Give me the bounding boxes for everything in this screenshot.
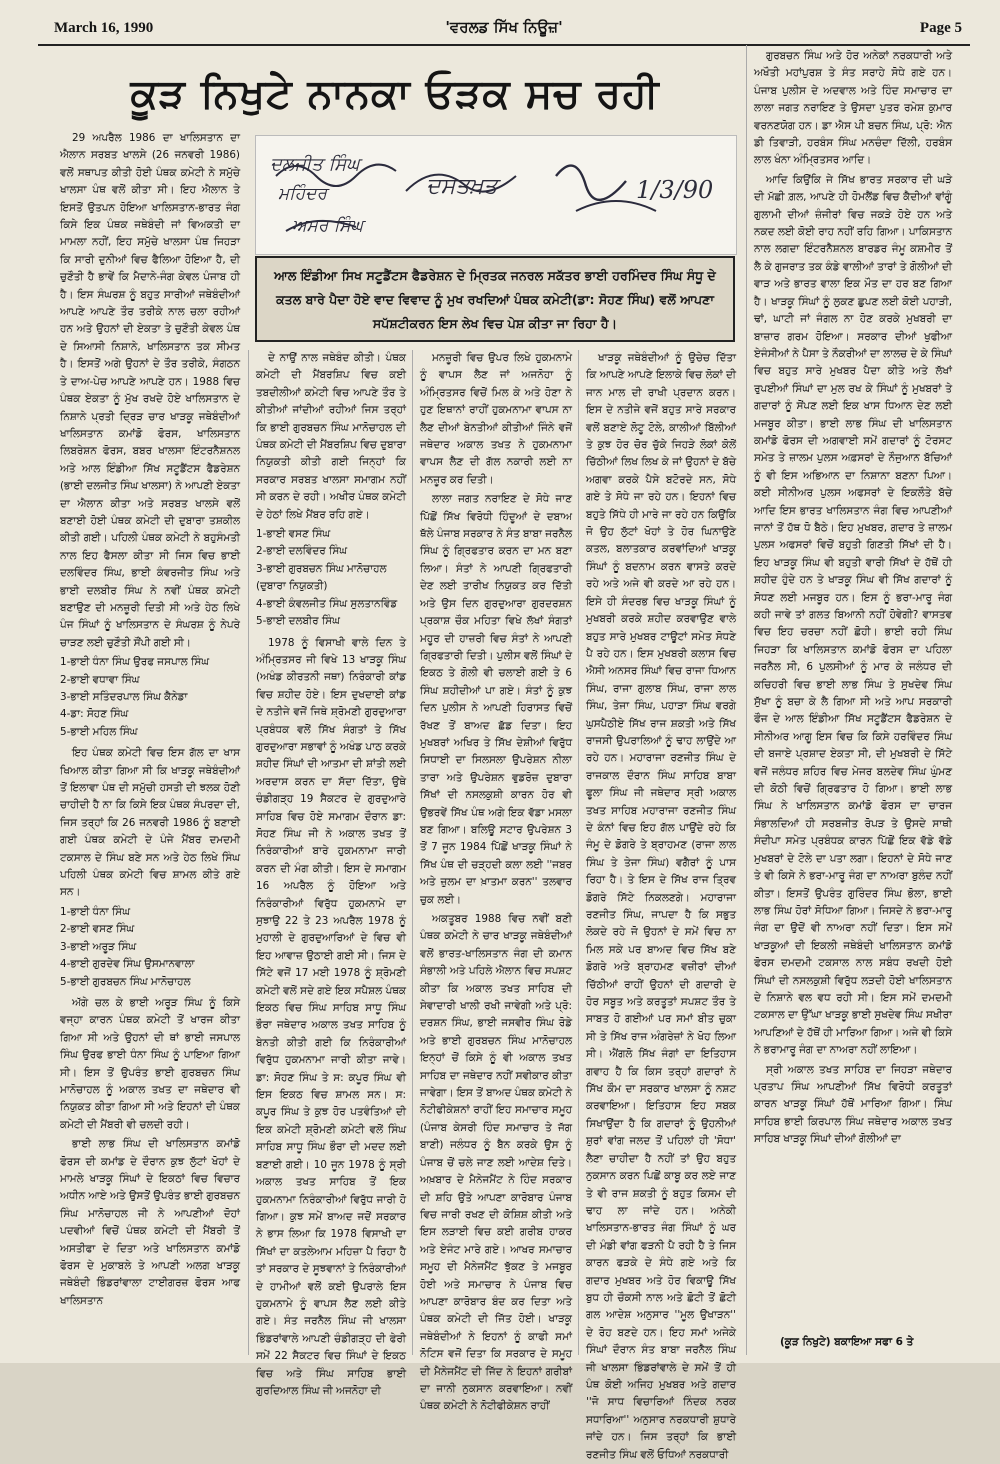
column-divider xyxy=(746,45,747,1355)
list-item: 2-ਭਾਈ ਦਲਵਿੰਦਰ ਸਿੰਘ xyxy=(256,545,348,558)
signature-4: ਦਸਤਖ਼ਤ xyxy=(426,174,498,199)
list-item: 1-ਭਾਈ ਧੰਨਾ ਸਿੰਘ xyxy=(60,905,130,918)
paragraph: ਇਹ ਪੰਥਕ ਕਮੇਟੀ ਵਿਚ ਇਸ ਗੱਲ ਦਾ ਖਾਸ ਖਿਆਲ ਕੀਤਾ ਗਿਆ ਸੀ ਕਿ ਖਾੜਕੂ ਜਥੇਬੰਦੀਆਂ ਤੋਂ ਇਲਾਵਾ ਪੰਥ ਦੀ ਸਮੁੱਚੀ ਹਸਤੀ ਦੀ ਝਲਕ ਹੋਣੀ ਚਾਹੀਦੀ ਹੈ ਨਾ ਕਿ ਕਿਸੇ ਇਕ ਪੰਥਕ ਸੰਪਰਦਾ ਦੀ, ਜਿਸ ਤਰ੍ਹਾਂ ਕਿ 26 ਜਨਵਰੀ 1986 ਨੂੰ ਬਣਾਈ ਗਈ ਪੰਥਕ ਕਮੇਟੀ ਦੇ ਪੰਜੇ ਮੈਂਬਰ ਦਮਦਮੀ ਟਕਸਾਲ ਦੇ ਸਿੰਘ ਬਣੇ ਸਨ ਅਤੇ ਹੇਠ ਲਿਖੇ ਸਿੰਘ ਪਹਿਲੀ ਪੰਥਕ ਕਮੇਟੀ ਵਿਚ ਸ਼ਾਮਲ ਕੀਤੇ ਗਏ ਸਨ। xyxy=(60,747,240,899)
issue-date: March 16, 1990 xyxy=(54,20,154,36)
list-item: 1-ਭਾਈ ਵਸਣ ਸਿੰਘ xyxy=(256,528,331,541)
paragraph: ਗੁਰਬਚਨ ਸਿੰਘ ਅਤੇ ਹੋਰ ਅਨੇਕਾਂ ਨਰਕਧਾਰੀ ਅਤੇ ਅਖੌਤੀ ਮਹਾਂਪੁਰਸ਼ ਤੇ ਸੰਤ ਸਰਾਹੇ ਸੋਧੇ ਗਏ ਹਨ। ਪੰਜਾਬ ਪੁਲੀਸ ਦੇ ਅਦਵਾਲ ਅਤੇ ਹਿੰਦ ਸਮਾਚਾਰ ਦਾ ਲਾਲਾ ਜਗਤ ਨਰਾਇਣ ਤੇ ਉਸਦਾ ਪੁਤਰ ਰਮੇਸ਼ ਕੁਮਾਰ ਵਰਨਣਯੋਗ ਹਨ। ਡਾ ਐਸ ਪੀ ਬਚਨ ਸਿੰਘ, ਪ੍ਰੋ: ਐਨ ਡੀ ਤਿਵਾੜੀ, ਹਰਬੰਸ ਸਿੰਘ ਮਨਚੰਦਾ ਦਿੱਲੀ, ਹਰਬੰਸ ਲਾਲ ਖੰਨਾ ਅੰਮ੍ਰਿਤਸਰ ਆਦਿ। xyxy=(754,50,952,167)
column-divider xyxy=(578,350,579,1355)
paragraph: 1978 ਨੂੰ ਵਿਸਾਖੀ ਵਾਲੇ ਦਿਨ ਤੇ ਅੰਮ੍ਰਿਤਸਰ ਜੀ ਵਿਖੇ 13 ਖਾੜਕੂ ਸਿੰਘ (ਅਖੰਡ ਕੀਰਤਨੀ ਜਥਾ) ਨਿਰੰਕਾਰੀ ਕਾਂਡ ਵਿਚ ਸ਼ਹੀਦ ਹੋਏ। ਇਸ ਦੁਖਦਾਈ ਕਾਂਡ ਦੇ ਨਤੀਜੇ ਵਜੋਂ ਜਿਥੇ ਸ਼੍ਰੋਮਣੀ ਗੁਰਦੁਆਰਾ ਪ੍ਰਬੰਧਕ ਵਲੋਂ ਸਿੱਖ ਸੰਗਤਾਂ ਤੇ ਸਿੱਖ ਗੁਰਦੁਆਰਾ ਸਭਾਵਾਂ ਨੂੰ ਅਖੰਡ ਪਾਠ ਕਰਕੇ ਸ਼ਹੀਦ ਸਿੰਘਾਂ ਦੀ ਆਤਮਾ ਦੀ ਸ਼ਾਂਤੀ ਲਈ ਅਰਦਾਸ ਕਰਨ ਦਾ ਸੱਦਾ ਦਿੱਤਾ, ਉਥੇ ਚੰਡੀਗੜ੍ਹ 19 ਸੈਕਟਰ ਦੇ ਗੁਰਦੁਆਰੇ ਸਾਹਿਬ ਵਿਚ ਹੋਏ ਸਮਾਗਮ ਦੌਰਾਨ ਡਾ: ਸੋਹਣ ਸਿੰਘ ਜੀ ਨੇ ਅਕਾਲ ਤਖਤ ਤੋਂ ਨਿਰੰਕਾਰੀਆਂ ਬਾਰੇ ਹੁਕਮਨਾਮਾ ਜਾਰੀ ਕਰਨ ਦੀ ਮੰਗ ਕੀਤੀ। ਇਸ ਦੇ ਸਮਾਗਮ 16 ਅਪਰੈਲ ਨੂੰ ਹੋਇਆ ਅਤੇ ਨਿਰੰਕਾਰੀਆਂ ਵਿਰੁੱਧ ਹੁਕਮਨਾਮੇ ਦਾ ਸੁਝਾਉ 22 ਤੇ 23 ਅਪਰੈਲ 1978 ਨੂੰ ਮੁਹਾਲੀ ਦੇ ਗੁਰਦੁਆਰਿਆਂ ਦੇ ਵਿਚ ਵੀ ਇਹ ਆਵਾਜ਼ ਉਠਾਈ ਗਈ ਸੀ। ਜਿਸ ਦੇ ਸਿੱਟੇ ਵਜੋਂ 17 ਮਈ 1978 ਨੂੰ ਸ਼੍ਰੋਮਣੀ ਕਮੇਟੀ ਵਲੋਂ ਸਦੇ ਗਏ ਇਕ ਸਪੈਸ਼ਲ ਪੰਥਕ ਇਕਠ ਵਿਚ ਸਿੰਘ ਸਾਹਿਬ ਸਾਧੂ ਸਿੰਘ ਭੌਰਾ ਜਥੇਦਾਰ ਅਕਾਲ ਤਖਤ ਸਾਹਿਬ ਨੂੰ ਬੇਨਤੀ ਕੀਤੀ ਗਈ ਕਿ ਨਿਰੰਕਾਰੀਆਂ ਵਿਰੁੱਧ ਹੁਕਮਨਾਮਾ ਜਾਰੀ ਕੀਤਾ ਜਾਵੇ। ਡਾ: ਸੋਹਣ ਸਿੰਘ ਤੇ ਸ: ਕਪੂਰ ਸਿੰਘ ਵੀ ਇਸ ਇਕਠ ਵਿਚ ਸ਼ਾਮਲ ਸਨ। ਸ: ਕਪੂਰ ਸਿੰਘ ਤੇ ਕੁਝ ਹੋਰ ਪਤਵੰਤਿਆਂ ਦੀ ਇਕ ਕਮੇਟੀ ਸ਼੍ਰੋਮਣੀ ਕਮੇਟੀ ਵਲੋਂ ਸਿੰਘ ਸਾਹਿਬ ਸਾਧੂ ਸਿੰਘ ਭੌਰਾ ਦੀ ਮਦਦ ਲਈ ਬਣਾਈ ਗਈ। 10 ਜੂਨ 1978 ਨੂੰ ਸ੍ਰੀ ਅਕਾਲ ਤਖਤ ਸਾਹਿਬ ਤੋਂ ਇਕ ਹੁਕਮਨਾਮਾ ਨਿਰੰਕਾਰੀਆਂ ਵਿਰੁੱਧ ਜਾਰੀ ਹੋ ਗਿਆ। ਕੁਝ ਸਮੇਂ ਬਾਅਦ ਜਦੋਂ ਸਰਕਾਰ ਨੇ ਭਾਸ ਲਿਆ ਕਿ 1978 ਵਿਸਾਖੀ ਦਾ ਸਿੱਖਾਂ ਦਾ ਕਤਲੇਆਮ ਮਹਿਜ਼ਾ ਪੈ ਰਿਹਾ ਹੈ ਤਾਂ ਸਰਕਾਰ ਦੇ ਸੂਝਵਾਨਾਂ ਤੇ ਨਿਰੰਕਾਰੀਆਂ ਦੇ ਹਾਮੀਆਂ ਵਲੋਂ ਕਈ ਉਪਰਾਲੇ ਇਸ ਹੁਕਮਨਾਮੇ ਨੂੰ ਵਾਪਸ ਲੈਣ ਲਈ ਕੀਤੇ ਗਏ। ਸੰਤ ਜਰਨੈਲ ਸਿੰਘ ਜੀ ਖਾਲਸਾ ਭਿੰਡਰਾਂਵਾਲੇ ਆਪਣੀ ਚੰਡੀਗੜ੍ਹ ਦੀ ਫੇਰੀ ਸਮੇਂ 22 ਸੈਕਟਰ ਵਿਚ ਸਿੰਘਾਂ ਦੇ ਇਕਠ ਵਿਚ ਅਤੇ ਸਿੰਘ ਸਾਹਿਬ ਭਾਈ ਗੁਰਦਿਆਲ ਸਿੰਘ ਜੀ ਅਜਨੋਹਾ ਦੀ xyxy=(256,636,406,1397)
list-item: 3-ਭਾਈ ਗੁਰਬਚਨ ਸਿੰਘ ਮਾਨੋਚਾਹਲ xyxy=(256,562,387,575)
list-item: 2-ਭਾਈ ਵਸਣ ਸਿੰਘ xyxy=(60,923,135,936)
newspaper-title: 'ਵਰਲਡ ਸਿੱਖ ਨਿਊਜ਼' xyxy=(445,18,563,36)
paragraph: ਆਦਿ ਕਿਉਂਕਿ ਜੇ ਸਿੱਖ ਭਾਰਤ ਸਰਕਾਰ ਦੀ ਘੜੇ ਦੀ ਮੱਛੀ ਗ਼ਲ, ਆਪਣੇ ਹੀ ਹੋਮਲੈਂਡ ਵਿਚ ਕੈਦੀਆਂ ਵਾਂਗੂੰ ਗੁਲਾਮੀ ਦੀਆਂ ਜ਼ੰਜੀਰਾਂ ਵਿਚ ਜਕੜੇ ਹੋਏ ਹਨ ਅਤੇ ਨਕਦ ਲਈ ਕੋਈ ਰਾਹ ਨਹੀਂ ਰਹਿ ਗਿਆ। ਪਾਕਿਸਤਾਨ ਨਾਲ ਲਗਦਾ ਇੰਟਰਨੈਸ਼ਨਲ ਬਾਰਡਰ ਜੰਮੂ ਕਸ਼ਮੀਰ ਤੋਂ ਲੈ ਕੇ ਗੁਜਰਾਤ ਤਕ ਕੰਡੇ ਵਾਲੀਆਂ ਤਾਰਾਂ ਤੇ ਗੋਲੀਆਂ ਦੀ ਵਾੜ ਅਤੇ ਭਾਰਤ ਵਾਲਾ ਇਕ ਮੌਤ ਦਾ ਹਰ ਬਣ ਗਿਆ ਹੈ। ਖਾੜਕੂ ਸਿੰਘਾਂ ਨੂੰ ਲੁਕਣ ਛੁਪਣ ਲਈ ਕੋਈ ਪਹਾੜੀ, ਢਾਂ, ਘਾਟੀ ਜਾਂ ਜੰਗਲ ਨਾ ਹੋਣ ਕਰਕੇ ਮੁਖਬਰੀ ਦਾ ਬਾਜ਼ਾਰ ਗਰਮ ਹੋਇਆ। ਸਰਕਾਰ ਦੀਆਂ ਖੁਫੀਆ ਏਜੰਸੀਆਂ ਨੇ ਪੈਸਾ ਤੇ ਨੌਕਰੀਆਂ ਦਾ ਲਾਲਚ ਦੇ ਕੇ ਸਿੰਘਾਂ ਵਿਚ ਬਹੁਤ ਸਾਰੇ ਮੁਖਬਰ ਪੈਦਾ ਕੀਤੇ ਅਤੇ ਲੱਖਾਂ ਰੁਪਈਆਂ ਸਿੰਘਾਂ ਦਾ ਮੁਲ ਰਖ ਕੇ ਸਿੰਘਾਂ ਨੂੰ ਮੁਖਬਰਾਂ ਤੇ ਗਦਾਰਾਂ ਨੂੰ ਸੋਂਪਣ ਲਈ ਇਕ ਖਾਸ ਧਿਆਨ ਦੇਣ ਲਈ ਮਜਬੂਰ ਕੀਤਾ। ਭਾਈ ਲਾਭ ਸਿੰਘ ਦੀ ਖਾਲਿਸਤਾਨ ਕਮਾਂਡੋ ਫੋਰਸ ਦੀ ਅਗਵਾਈ ਸਮੇਂ ਗਦਾਰਾਂ ਨੂੰ ਟੋਰਸਟ ਸਮੇਤ ਤੇ ਜ਼ਾਲਮ ਪੁਲਸ ਅਫ਼ਸਰਾਂ ਦੇ ਨੌਜੁਆਨ ਬੱਚਿਆਂ ਨੂੰ ਵੀ ਇਸ ਅਭਿਆਨ ਦਾ ਨਿਸ਼ਾਨਾ ਬਣਨਾ ਪਿਆ। ਕਈ ਸੀਨੀਅਰ ਪੁਲਸ ਅਫਸਰਾਂ ਦੇ ਇਕਲੌਤੇ ਬੱਚੇ ਆਦਿ ਇਸ ਭਾਰਤ ਖਾਲਿਸਤਾਨ ਜੰਗ ਵਿਚ ਆਪਣੀਆਂ ਜਾਨਾਂ ਤੋਂ ਹੱਥ ਧੋ ਬੈਠੇ। ਇਹ ਮੁਖਬਰ, ਗਦਾਰ ਤੇ ਜ਼ਾਲਮ ਪੁਲਸ ਅਫਸਰਾਂ ਵਿਚੋਂ ਬਹੁਤੀ ਗਿਣਤੀ ਸਿੱਖਾਂ ਦੀ ਹੈ। ਇਹ ਖਾੜਕੂ ਸਿੰਘ ਵੀ ਬਹੁਤੀ ਵਾਰੀ ਸਿੱਖਾਂ ਦੇ ਹੱਥੋਂ ਹੀ ਸ਼ਹੀਦ ਹੁੰਦੇ ਹਨ ਤੇ ਖਾੜਕੂ ਸਿੰਘ ਵੀ ਸਿੱਖ ਗਦਾਰਾਂ ਨੂੰ ਸੋਧਣ ਲਈ ਮਜਬੂਰ ਹਨ। ਇਸ ਨੂੰ ਭਰਾ-ਮਾਰੂ ਜੰਗ ਕਹੀ ਜਾਵੇ ਤਾਂ ਗਲਤ ਬਿਆਨੀ ਨਹੀਂ ਹੋਵੇਗੀ? ਵਾਸਤਵ ਵਿਚ ਇਹ ਚਰਚਾ ਨਹੀਂ ਛੋਹੀ। ਭਾਈ ਰਹੀ ਸਿੰਘ ਜਿਹੜਾ ਕਿ ਖਾਲਿਸਤਾਨ ਕਮਾਂਡੋ ਫੋਰਸ ਦਾ ਪਹਿਲਾ ਜਰਨੈਲ ਸੀ, 6 ਪੁਲਸੀਆਂ ਨੂੰ ਮਾਰ ਕੇ ਜਲੰਧਰ ਦੀ ਕਚਿਹਰੀ ਵਿਚ ਭਾਈ ਲਾਭ ਸਿੰਘ ਤੇ ਸੁਖਦੇਵ ਸਿੰਘ ਸੁੱਖਾ ਨੂੰ ਬਚਾ ਕੇ ਲੈ ਗਿਆ ਸੀ ਅਤੇ ਆਪ ਸਰਕਾਰੀ ਫੌਜ ਦੇ ਆਲ ਇੰਡੀਆ ਸਿੱਖ ਸਟੂਡੈਂਟਸ ਫੈਡਰੇਸ਼ਨ ਦੇ ਸੀਨੀਅਰ ਆਗੂ ਇਸ ਵਿਚ ਕਿ ਕਿਸੇ ਹਰਵਿੰਦਰ ਸਿੰਘ ਦੀ ਬਜਾਏ ਪ੍ਰਸ਼ਾਦ ਏਕਤਾ ਸੀ, ਦੀ ਮੁਖਬਰੀ ਦੇ ਸਿੱਟੇ ਵਜੋਂ ਜਲੰਧਰ ਸ਼ਹਿਰ ਵਿਚ ਮੇਜਰ ਬਲਦੇਵ ਸਿੰਘ ਘੁੰਮਣ ਦੀ ਕੋਠੀ ਵਿਚੋਂ ਗ੍ਰਿਫਤਾਰ ਹੋ ਗਿਆ। ਭਾਈ ਲਾਭ ਸਿੰਘ ਨੇ ਖਾਲਿਸਤਾਨ ਕਮਾਂਡੋ ਫੋਰਸ ਦਾ ਚਾਰਜ ਸੰਭਾਲਦਿਆਂ ਹੀ ਸਰਬਜੀਤ ਰੋਪੜ ਤੇ ਉਸਦੇ ਸਾਥੀ ਸੰਦੀਪਾ ਸਮੇਤ ਪ੍ਰਬੰਧਕ ਕਾਰਨ ਪਿੱਛੋਂ ਇਕ ਵੱਡੇ ਵੱਡੇ ਮੁਖਬਰਾਂ ਦੇ ਟੋਲੇ ਦਾ ਪਤਾ ਲਗਾ। ਇਹਨਾਂ ਦੇ ਸੋਧੇ ਜਾਣ ਤੇ ਵੀ ਕਿਸੇ ਨੇ ਭਰਾ-ਮਾਰੂ ਜੰਗ ਦਾ ਨਾਅਰਾ ਬੁਲੰਦ ਨਹੀਂ ਕੀਤਾ। ਇਸਤੋਂ ਉਪਰੰਤ ਗੁਰਿੰਦਰ ਸਿੰਘ ਭੋਲਾ, ਭਾਈ ਲਾਭ ਸਿੰਘ ਹੋਰਾਂ ਸੋਧਿਆ ਗਿਆ। ਜਿਸਦੇ ਨੇ ਭਰਾ-ਮਾਰੂ ਜੰਗ ਦਾ ਉਦੋਂ ਵੀ ਨਾਅਰਾ ਨਹੀਂ ਦਿਤਾ। ਇਸ ਸਮੇਂ ਖਾੜਕੂਆਂ ਦੀ ਇਕਲੀ ਜਥੇਬੰਦੀ ਖਾਲਿਸਤਾਨ ਕਮਾਂਡੋ ਫੋਰਸ ਦਮਦਮੀ ਟਕਸਾਲ ਨਾਲ ਸਬੰਧ ਰਖਦੀ ਹੋਈ ਸਿੰਘਾਂ ਦੀ ਨਸਲਕੁਸ਼ੀ ਵਿਰੁੱਧ ਲੜਦੀ ਹੋਈ ਖਾਲਿਸਤਾਨ ਦੇ ਨਿਸ਼ਾਨੇ ਵਲ ਵਧ ਰਹੀ ਸੀ। ਇਸ ਸਮੇਂ ਦਮਦਮੀ ਟਕਸਾਲ ਦਾ ਉੱਘਾ ਖਾੜਕੂ ਭਾਈ ਸੁਖਦੇਵ ਸਿੰਘ ਸਖੀਰਾ ਆਪਣਿਆਂ ਦੇ ਹੱਥੋਂ ਹੀ ਮਾਰਿਆ ਗਿਆ। ਅਜੇ ਵੀ ਕਿਸੇ ਨੇ ਭਰਾਮਾਰੂ ਜੰਗ ਦਾ ਨਾਅਰਾ ਨਹੀਂ ਲਾਇਆ। xyxy=(754,173,952,1057)
column-4 xyxy=(586,350,736,1461)
list-item: 3-ਭਾਈ ਸਤਿੰਦਰਪਾਲ ਸਿੰਘ ਕੈਨੇਡਾ xyxy=(60,691,188,703)
paragraph: ਮਨਜ਼ੂਰੀ ਵਿਚ ਉਪਰ ਲਿਖੇ ਹੁਕਮਨਾਮੇ ਨੂੰ ਵਾਪਸ ਲੈਣ ਜਾਂ ਅਜਨੋਹਾ ਨੂੰ ਅੰਮ੍ਰਿਤਸਰ ਵਿਚੋਂ ਮਿਲ ਕੇ ਅਤੇ ਹੋਣਾ ਨੇ ਹੁਣ ਇਥਾਨਾਂ ਰਾਹੀਂ ਹੁਕਮਨਾਮਾ ਵਾਪਸ ਨਾ ਲੈਣ ਦੀਆਂ ਬੇਨਤੀਆਂ ਕੀਤੀਆਂ ਜਿੰਨੇ ਵਜੋਂ ਜਥੇਦਾਰ ਅਕਾਲ ਤਖਤ ਨੇ ਹੁਕਮਨਾਮਾ ਵਾਪਸ ਲੈਣ ਦੀ ਗੱਲ ਨਕਾਰੀ ਲਈ ਨਾ ਮਨਜ਼ੂਰ ਕਰ ਦਿਤੀ। xyxy=(420,352,572,486)
list-item: 4-ਭਾਈ ਗੁਰਦੇਵ ਸਿੰਘ ਉਸਮਾਨਵਾਲਾ xyxy=(60,958,195,971)
list-item: 5-ਭਾਈ ਦਲਬੀਰ ਸਿੰਘ xyxy=(256,615,340,628)
page-number: Page 5 xyxy=(919,20,962,36)
column-divider xyxy=(248,350,249,1355)
paragraph: ਖਾੜਕੂ ਜਥੇਬੰਦੀਆਂ ਨੂੰ ਉਚੇਚ ਦਿੱਤਾ ਕਿ ਆਪਣੇ ਆਪਣੇ ਇਲਾਕੇ ਵਿਚ ਲੋਕਾਂ ਦੀ ਜਾਨ ਮਾਲ ਦੀ ਰਾਖੀ ਪ੍ਰਦਾਨ ਕਰਨ। ਇਸ ਦੇ ਨਤੀਜੇ ਵਜੋਂ ਬਹੁਤ ਸਾਰੇ ਸਰਕਾਰ ਵਲੋਂ ਬਣਾਏ ਲੋਟੂ ਟੋਲੇ, ਕਾਲੀਆਂ ਬਿੱਲੀਆਂ ਤੇ ਕੁਝ ਹੋਰ ਚੋਰ ਚੁੱਕੇ ਜਿਹੜੇ ਲੋਕਾਂ ਕੋਲੋਂ ਚਿੱਠੀਆਂ ਲਿਖ ਲਿਖ ਕੇ ਜਾਂ ਉਹਨਾਂ ਦੇ ਬੱਚੇ ਅਗਵਾ ਕਰਕੇ ਪੈਸੇ ਬਟੋਰਦੇ ਸਨ, ਸੋਧੇ ਗਏ ਤੇ ਸੋਧੇ ਜਾ ਰਹੇ ਹਨ। ਇਹਨਾਂ ਵਿਚ ਬਹੁਤੇ ਸਿੱਧੇ ਹੀ ਮਾਰੇ ਜਾ ਰਹੇ ਹਨ ਕਿਉਂਕਿ ਜੋ ਉਹ ਲੁੱਟਾਂ ਖੋਹਾਂ ਤੇ ਹੋਰ ਘਿਨਾਉਣੇ ਕਤਲ, ਬਲਾਤਕਾਰ ਕਰਵਾਂਦਿਆਂ ਖਾੜਕੂ ਸਿੰਘਾਂ ਨੂੰ ਬਦਨਾਮ ਕਰਨ ਵਾਸਤੇ ਕਰਦੇ ਰਹੇ ਅਤੇ ਅਜੇ ਵੀ ਕਰਦੇ ਆ ਰਹੇ ਹਨ। ਇਸੇ ਹੀ ਸੰਦਰਭ ਵਿਚ ਖਾੜਕੂ ਸਿੰਘਾਂ ਨੂੰ ਮੁਖਬਰੀ ਕਰਕੇ ਸ਼ਹੀਦ ਕਰਵਾਉਣ ਵਾਲੇ ਬਹੁਤ ਸਾਰੇ ਮੁਖਬਰ ਟਾਊਟਾਂ ਸਮੇਤ ਸੋਧਣੇ ਪੈ ਰਹੇ ਹਨ। ਇਸ ਮੁਖਬਰੀ ਕਲਾਸ ਵਿਚ ਐਸੀ ਅਨਸਰ ਸਿੰਘਾਂ ਵਿਚ ਰਾਜਾ ਧਿਆਨ ਸਿੰਘ, ਰਾਜਾ ਗੁਲਾਬ ਸਿੰਘ, ਰਾਜਾ ਲਾਲ ਸਿੰਘ, ਤੇਜਾ ਸਿੰਘ, ਪਹਾੜਾ ਸਿੰਘ ਵਰਗੇ ਘੁਸਪੈਠੀਏ ਸਿੱਖ ਰਾਜ ਸ਼ਕਤੀ ਅਤੇ ਸਿੱਖ ਰਾਜਸੀ ਉਪਰਾਲਿਆਂ ਨੂੰ ਢਾਹ ਲਾਉਂਦੇ ਆ ਰਹੇ ਹਨ। ਮਹਾਰਾਜਾ ਰਣਜੀਤ ਸਿੰਘ ਦੇ ਰਾਜਕਾਲ ਦੌਰਾਨ ਸਿੰਘ ਸਾਹਿਬ ਬਾਬਾ ਫੂਲਾ ਸਿੰਘ ਜੀ ਜਥੇਦਾਰ ਸ੍ਰੀ ਅਕਾਲ ਤਖਤ ਸਾਹਿਬ ਮਹਾਰਾਜਾ ਰਣਜੀਤ ਸਿੰਘ ਦੇ ਕੰਨਾਂ ਵਿਚ ਇਹ ਗੱਲ ਪਾਉਂਦੇ ਰਹੇ ਕਿ ਜੰਮੂ ਦੇ ਡੋਗਰੇ ਤੇ ਬ੍ਰਾਹਮਣ (ਰਾਜਾ ਲਾਲ ਸਿੰਘ ਤੇ ਤੇਜਾ ਸਿੰਘ) ਵਗੈਰਾਂ ਨੂੰ ਪਾਸ ਰਿਹਾ ਹੈ। ਤੇ ਇਸ ਦੇ ਸਿੱਖ ਰਾਜ ਤ੍ਰਿਵ ਡੋਗਰੇ ਸਿੱਟੇ ਨਿਕਲਣਗੇ। ਮਹਾਰਾਜਾ ਰਣਜੀਤ ਸਿੰਘ, ਜਾਪਦਾ ਹੈ ਕਿ ਸਭੁਤ ਲੋਕਦੇ ਰਹੇ ਜੋ ਉਹਨਾਂ ਦੇ ਸਮੇਂ ਵਿਚ ਨਾ ਮਿਲ ਸਕੇ ਪਰ ਬਾਅਦ ਵਿਚ ਸਿੱਖ ਬਣੇ ਡੋਗਰੇ ਅਤੇ ਬ੍ਰਾਹਮਣ ਵਜ਼ੀਰਾਂ ਦੀਆਂ ਚਿੱਠੀਆਂ ਰਾਹੀਂ ਉਹਨਾਂ ਦੀ ਗਦਾਰੀ ਦੇ ਹੋਰ ਸਬੂਤ ਅਤੇ ਕਰਤੂਤਾਂ ਸਪਸ਼ਟ ਤੌਰ ਤੇ ਸਾਬਤ ਹੋ ਗਈਆਂ ਪਰ ਸਮਾਂ ਬੀਤ ਚੁਕਾ ਸੀ ਤੇ ਸਿੱਖ ਰਾਜ ਅੰਗਰੇਜ਼ਾਂ ਨੇ ਖੋਹ ਲਿਆ ਸੀ। ਐਂਗਲੋ ਸਿੱਖ ਜੰਗਾਂ ਦਾ ਇਤਿਹਾਸ ਗਵਾਹ ਹੈ ਕਿ ਕਿਸ ਤਰ੍ਹਾਂ ਗਦਾਰਾਂ ਨੇ ਸਿੱਖ ਕੌਮ ਦਾ ਸਰਕਾਰ ਖਾਲਸਾ ਨੂੰ ਨਸ਼ਟ ਕਰਵਾਇਆ। ਇਤਿਹਾਸ ਇਹ ਸਬਕ ਸਿਖਾਉਂਦਾ ਹੈ ਕਿ ਗਦਾਰਾਂ ਨੂੰ ਉਹਨੀਆਂ ਸ਼ੁਰਾਂ ਵਾਂਗ ਜਲਦ ਤੋਂ ਪਹਿਲਾਂ ਹੀ 'ਸੋਧਾ' ਲੈਣਾ ਚਾਹੀਦਾ ਹੈ ਨਹੀਂ ਤਾਂ ਉਹ ਬਹੁਤ ਨੁਕਸਾਨ ਕਰਨ ਪਿਛੋਂ ਕਾਬੂ ਕਰ ਲਏ ਜਾਣ ਤੇ ਵੀ ਰਾਜ ਸ਼ਕਤੀ ਨੂੰ ਬਹੁਤ ਕਿਸਮ ਦੀ ਢਾਹ ਲਾ ਜਾਂਦੇ ਹਨ। ਅਨੇਕੀ ਖਾਲਿਸਤਾਨ-ਭਾਰਤ ਜੰਗ ਸਿੰਘਾਂ ਨੂੰ ਘਰ ਦੀ ਮੰਡੀ ਵਾਂਗ ਫੜਨੀ ਪੈ ਰਹੀ ਹੈ ਤੇ ਜਿਸ ਕਾਰਨ ਫੜਕੇ ਦੇ ਸੰਧੇ ਗਏ ਅਤੇ ਕਿ ਗਦਾਰ ਮੁਖਬਰ ਅਤੇ ਹੋਰ ਵਿਕਾਊ ਸਿੱਖ ਬੁਧ ਹੀ ਚੌਕਸੀ ਨਾਲ ਅਤੇ ਛੋਟੀ ਤੋਂ ਛੋਟੀ ਗਲ ਆਦੇਸ਼ ਅਨੁਸਾਰ ''ਮੂਲ ਉਖਾੜਨ'' ਦੇ ਰੋਹ ਬਣਦੇ ਹਨ। ਇਹ ਸਮਾਂ ਅਜੇਕੇ ਸਿੰਘਾਂ ਦੌਰਾਨ ਸੰਤ ਬਾਬਾ ਜਰਨੈਲ ਸਿੰਘ ਜੀ ਖਾਲਸਾ ਭਿੰਡਰਾਂਵਾਲੇ ਦੇ ਸਮੇਂ ਤੋਂ ਹੀ ਪੰਥ ਕੋਈ ਅਜਿਹ ਮੁਖਬਰ ਅਤੇ ਗਦਾਰ ''ਜੋ ਸਾਧ ਵਿਚਾਰਿਆਂ ਨਿੰਦਕ ਨਰਕ ਸਧਾਰਿਆ'' ਅਨੁਸਾਰ ਨਰਕਧਾਰੀ ਸ਼ੁਧਾਰੇ ਜਾਂਦੇ ਹਨ। ਜਿਸ ਤਰ੍ਹਾਂ ਕਿ ਭਾਈ ਰਣਜੀਤ ਸਿੰਘ ਵਲੋਂ ਓਧਿਆਂ ਨਰਕਧਾਰੀ xyxy=(586,352,736,1461)
paragraph: ਦੇ ਨਾਉਂ ਨਾਲ ਜਥੇਬੰਦ ਕੀਤੀ। ਪੰਥਕ ਕਮੇਟੀ ਦੀ ਮੈਂਬਰਸ਼ਿਪ ਵਿਚ ਕਈ ਤਬਦੀਲੀਆਂ ਕਮੇਟੀ ਵਿਚ ਆਪਣੇ ਤੌਰ ਤੇ ਕੀਤੀਆਂ ਜਾਂਦੀਆਂ ਰਹੀਆਂ ਜਿਸ ਤਰ੍ਹਾਂ ਕਿ ਭਾਈ ਗੁਰਬਚਨ ਸਿੰਘ ਮਾਨੋਚਾਹਲ ਦੀ ਪੰਥਕ ਕਮੇਟੀ ਦੀ ਮੈਂਬਰਸ਼ਿਪ ਵਿਚ ਦੁਬਾਰਾ ਨਿਯੁਕਤੀ ਕੀਤੀ ਗਈ ਜਿਨ੍ਹਾਂ ਕਿ ਸਰਕਾਰ ਸਰਬਤ ਖਾਲਸਾ ਸਮਾਗਮ ਨਹੀਂ ਸੀ ਕਰਨ ਦੇ ਰਹੀ। ਅਖੀਰ ਪੰਥਕ ਕਮੇਟੀ ਦੇ ਹੇਠਾਂ ਲਿਖੇ ਮੈਂਬਰ ਰਹਿ ਗਏ। xyxy=(256,352,406,521)
page-header xyxy=(38,14,970,46)
signature-date: 1/3/90 xyxy=(636,176,714,204)
column-5 xyxy=(754,48,952,1332)
column-2 xyxy=(256,350,406,1397)
paragraph: ਅੱਗੇ ਚਲ ਕੇ ਭਾਈ ਅਰੂੜ ਸਿੰਘ ਨੂੰ ਕਿਸੇ ਵਜ੍ਹਾ ਕਾਰਨ ਪੰਥਕ ਕਮੇਟੀ ਤੋਂ ਖਾਰਜ ਕੀਤਾ ਗਿਆ ਸੀ ਅਤੇ ਉਹਨਾਂ ਦੀ ਥਾਂ ਭਾਈ ਜਸਪਾਲ ਸਿੰਘ ਉਰਫ ਭਾਈ ਧੰਨਾ ਸਿੰਘ ਨੂੰ ਪਾਇਆ ਗਿਆ ਸੀ। ਇਸ ਤੋਂ ਉਪਰੰਤ ਭਾਈ ਗੁਰਬਚਨ ਸਿੰਘ ਮਾਨੋਚਾਹਲ ਨੂੰ ਅਕਾਲ ਤਖਤ ਦਾ ਜਥੇਦਾਰ ਵੀ ਨਿਯੁਕਤ ਕੀਤਾ ਗਿਆ ਸੀ ਅਤੇ ਇਹਨਾਂ ਦੀ ਪੰਥਕ ਕਮੇਟੀ ਦੀ ਮੈਂਬਰੀ ਵੀ ਚਲਦੀ ਰਹੀ। xyxy=(60,996,240,1131)
list-item: 1-ਭਾਈ ਧੰਨਾ ਸਿੰਘ ਉਰਫ ਜਸਪਾਲ ਸਿੰਘ xyxy=(60,656,210,669)
paragraph: 29 ਅਪਰੈਲ 1986 ਦਾ ਖਾਲਿਸਤਾਨ ਦਾ ਐਲਾਨ ਸਰਬਤ ਖਾਲਸੇ (26 ਜਨਵਰੀ 1986) ਵਲੋਂ ਸਥਾਪਤ ਕੀਤੀ ਹੋਈ ਪੰਥਕ ਕਮੇਟੀ ਨੇ ਸਮੁੱਚੇ ਖਾਲਸਾ ਪੰਥ ਵਲੋਂ ਕੀਤਾ ਸੀ। ਇਹ ਐਲਾਨ ਤੇ ਇਸਤੋਂ ਉਤਪਨ ਹੋਇਆ ਖਾਲਿਸਤਾਨ-ਭਾਰਤ ਜੰਗ ਕਿਸੇ ਇਕ ਪੰਥਕ ਜਥੇਬੰਦੀ ਜਾਂ ਵਿਅਕਤੀ ਦਾ ਮਾਮਲਾ ਨਹੀਂ, ਇਹ ਸਮੁੱਚੇ ਖਾਲਸਾ ਪੰਥ ਜਿਹੜਾ ਕਿ ਸਾਰੀ ਦੁਨੀਆਂ ਵਿਚ ਫੈਲਿਆ ਹੋਇਆ ਹੈ, ਦੀ ਚੁਣੌਤੀ ਹੈ ਭਾਵੇਂ ਕਿ ਮੈਦਾਨੇ-ਜੰਗ ਕੇਵਲ ਪੰਜਾਬ ਹੀ ਹੈ। ਇਸ ਸੰਘਰਸ਼ ਨੂੰ ਬਹੁਤ ਸਾਰੀਆਂ ਜਥੇਬੰਦੀਆਂ ਆਪਣੇ ਆਪਣੇ ਤੌਰ ਤਰੀਕੇ ਨਾਲ ਚਲਾ ਰਹੀਆਂ ਹਨ ਅਤੇ ਉਹਨਾਂ ਦੀ ਏਕਤਾ ਤੇ ਚੁਣੌਤੀ ਕੇਵਲ ਪੰਥ ਦੇ ਸਿਆਸੀ ਨਿਸ਼ਾਨੇ, ਖਾਲਿਸਤਾਨ ਤਕ ਸੀਮਤ ਹੈ। ਇਸਤੋਂ ਅਗੇ ਉਹਨਾਂ ਦੇ ਤੌਰ ਤਰੀਕੇ, ਸੰਗਠਨ ਤੇ ਦਾਅ-ਪੇਚ ਆਪਣੇ ਆਪਣੇ ਹਨ। 1988 ਵਿਚ ਪੰਥਕ ਏਕਤਾ ਨੂੰ ਮੁੱਖ ਰਖਦੇ ਹੋਏ ਖਾਲਿਸਤਾਨ ਦੇ ਨਿਸ਼ਾਨੇ ਪ੍ਰਤੀ ਦ੍ਰਿੜ ਚਾਰ ਖਾੜਕੂ ਜਥੇਬੰਦੀਆਂ ਖਾਲਿਸਤਾਨ ਕਮਾਂਡੋ ਫੋਰਸ, ਖਾਲਿਸਤਾਨ ਲਿਬਰੇਸ਼ਨ ਫੋਰਸ, ਬਬਰ ਖਾਲਸਾ ਇੰਟਰਨੈਸ਼ਨਲ ਅਤੇ ਆਲ ਇੰਡੀਆ ਸਿੱਖ ਸਟੂਡੈਂਟਸ ਫੈਡਰੇਸ਼ਨ (ਭਾਈ ਦਲਜੀਤ ਸਿੰਘ ਖਾਲਸਾ) ਨੇ ਆਪਣੀ ਏਕਤਾ ਦਾ ਐਲਾਨ ਕੀਤਾ ਅਤੇ ਸਰਬਤ ਖਾਲਸੇ ਵਲੋਂ ਬਣਾਈ ਹੋਈ ਪੰਥਕ ਕਮੇਟੀ ਦੀ ਦੁਬਾਰਾ ਤਸ਼ਕੀਲ ਕੀਤੀ ਗਈ। ਪਹਿਲੀ ਪੰਥਕ ਕਮੇਟੀ ਨੇ ਬਹੁਸੰਮਤੀ ਨਾਲ ਇਹ ਫੈਸਲਾ ਕੀਤਾ ਸੀ ਜਿਸ ਵਿਚ ਭਾਈ ਦਲਵਿੰਦਰ ਸਿੰਘ, ਭਾਈ ਕੰਵਰਜੀਤ ਸਿੰਘ ਅਤੇ ਭਾਈ ਦਲਬੀਰ ਸਿੰਘ ਨੇ ਨਵੀਂ ਪੰਥਕ ਕਮੇਟੀ ਬਣਾਉਣ ਦੀ ਮਨਜ਼ੂਰੀ ਦਿਤੀ ਸੀ ਅਤੇ ਹੇਠ ਲਿਖੇ ਪੰਜ ਸਿੰਘਾਂ ਨੂੰ ਖਾਲਿਸਤਾਨ ਦੇ ਸੰਘਰਸ਼ ਨੂੰ ਨੇਪਰੇ ਚਾੜਣ ਲਈ ਚੁਣੌਤੀ ਸੌਂਪੀ ਗਈ ਸੀ। xyxy=(60,132,240,649)
column-1 xyxy=(60,130,240,1355)
member-list xyxy=(60,654,240,741)
list-item: 5-ਭਾਈ ਗੁਰਬਚਨ ਸਿੰਘ ਮਾਨੋਚਾਹਲ xyxy=(60,975,191,988)
paragraph: ਸ੍ਰੀ ਅਕਾਲ ਤਖਤ ਸਾਹਿਬ ਦਾ ਜਿਹੜਾ ਜਥੇਦਾਰ ਪ੍ਰਤਾਪ ਸਿੰਘ ਆਪਣੀਆਂ ਸਿੱਖ ਵਿਰੋਧੀ ਕਰਤੂਤਾਂ ਕਾਰਨ ਖਾੜਕੂ ਸਿੰਘਾਂ ਹੱਥੋਂ ਮਾਰਿਆ ਗਿਆ। ਸਿੰਘ ਸਾਹਿਬ ਭਾਈ ਕਿਰਪਾਲ ਸਿੰਘ ਜਥੇਦਾਰ ਅਕਾਲ ਤਖਤ ਸਾਹਿਬ ਖਾੜਕੂ ਸਿੰਘਾਂ ਦੀਆਂ ਗੋਲੀਆਂ ਦਾ xyxy=(754,1063,952,1146)
column-3 xyxy=(420,350,572,1413)
signature-image xyxy=(255,135,737,255)
list-item: 4-ਭਾਈ ਕੰਵਲਜੀਤ ਸਿੰਘ ਸੁਲਤਾਨਵਿੰਡ xyxy=(256,597,398,610)
paragraph: ਲਾਲਾ ਜਗਤ ਨਰਾਇਣ ਦੇ ਸੋਧੇ ਜਾਣ ਪਿੱਛੋਂ ਸਿੱਖ ਵਿਰੋਧੀ ਹਿੰਦੂਆਂ ਦੇ ਦਬਾਅ ਥੱਲੇ ਪੰਜਾਬ ਸਰਕਾਰ ਨੇ ਸੰਤ ਬਾਬਾ ਜਰਨੈਲ ਸਿੰਘ ਨੂੰ ਗ੍ਰਿਫਤਾਰ ਕਰਨ ਦਾ ਮਨ ਬਣਾ ਲਿਆ। ਸੰਤਾਂ ਨੇ ਆਪਣੀ ਗ੍ਰਿਫਤਾਰੀ ਦੇਣ ਲਈ ਤਾਰੀਖ ਨਿਯੁਕਤ ਕਰ ਦਿੱਤੀ ਅਤੇ ਉਸ ਦਿਨ ਗੁਰਦੁਆਰਾ ਗੁਰਦਰਸ਼ਨ ਪ੍ਰਕਾਸ਼ ਚੌਕ ਮਹਿਤਾ ਵਿਖੇ ਲੱਖਾਂ ਸੰਗਤਾਂ ਮਹੂਰ ਦੀ ਹਾਜ਼ਰੀ ਵਿਚ ਸੰਤਾਂ ਨੇ ਆਪਣੀ ਗ੍ਰਿਫਤਾਰੀ ਦਿਤੀ। ਪੁਲੀਸ ਵਲੋਂ ਸਿੰਘਾਂ ਦੇ ਇਕਠ ਤੇ ਗੋਲੀ ਵੀ ਚਲਾਈ ਗਈ ਤੇ 6 ਸਿੰਘ ਸ਼ਹੀਦੀਆਂ ਪਾ ਗਏ। ਸੰਤਾਂ ਨੂੰ ਕੁਝ ਦਿਨ ਪੁਲੀਸ ਨੇ ਆਪਣੀ ਹਿਰਾਸਤ ਵਿਚੋਂ ਰੱਖਣ ਤੋਂ ਬਾਅਦ ਛੱਡ ਦਿਤਾ। ਇਹ ਮੁਖਬਰਾਂ ਅਖਿਰ ਤੇ ਸਿੱਖ ਦੇਸ਼ੀਆਂ ਵਿਰੁੱਧ ਸਿਧਾਈ ਦਾ ਸਿਲਸਲਾ ਉਪਰੇਸ਼ਨ ਨੀਲਾ ਤਾਰਾ ਅਤੇ ਉਪਰੇਸ਼ਨ ਵੁਡਰੋਜ਼ ਦੁਬਾਰਾ ਸਿੱਖਾਂ ਦੀ ਨਸਲਕੁਸ਼ੀ ਕਾਰਨ ਹੋਰ ਵੀ ਉਭਰਵੇਂ ਸਿੱਖ ਪੰਥ ਅਗੇ ਇਕ ਵੱਡਾ ਮਸਲਾ ਬਣ ਗਿਆ। ਬਲਿਊ ਸਟਾਰ ਉਪਰੇਸ਼ਨ 3 ਤੋਂ 7 ਜੂਨ 1984 ਪਿੱਛੋਂ ਖਾੜਕੂ ਸਿੰਘਾਂ ਨੇ ਸਿੱਖ ਪੰਥ ਦੀ ਚੜ੍ਹਦੀ ਕਲਾ ਲਈ ''ਜਬਰ ਅਤੇ ਜ਼ੁਲਮ ਦਾ ਖ਼ਾਤਮਾ ਕਰਨ'' ਤਲਵਾਰ ਚੁਕ ਲਈ। xyxy=(420,493,572,906)
article-caption: ਆਲ ਇੰਡੀਆ ਸਿਖ ਸਟੂਡੈਂਟਸ ਫੈਡਰੇਸ਼ਨ ਦੇ ਮ੍ਰਿਤਕ ਜਨਰਲ ਸਕੱਤਰ ਭਾਈ ਹਰਮਿੰਦਰ ਸਿੰਘ ਸੰਧੂ ਦੇ ਕਤਲ ਬਾਰੇ ਪੈਦਾ ਹੋਏ ਵਾਦ ਵਿਵਾਦ ਨੂੰ ਮੁਖ ਰਖਦਿਆਂ ਪੰਥਕ ਕਮੇਟੀ(ਡਾ: ਸੋਹਣ ਸਿੰਘ) ਵਲੋਂ ਆਪਣਾ ਸਪੱਸ਼ਟੀਕਰਨ ਇਸ ਲੇਖ ਵਿਚ ਪੇਸ਼ ਕੀਤਾ ਜਾ ਰਿਹਾ ਹੈ। xyxy=(255,256,735,342)
list-item: 3-ਭਾਈ ਅਰੂੜ ਸਿੰਘ xyxy=(60,940,137,953)
signature-2: ਮਹਿੰਦਰ xyxy=(278,184,327,204)
list-item: (ਦੁਬਾਰਾ ਨਿਯੁਕਤੀ) xyxy=(256,580,328,593)
list-item: 2-ਭਾਈ ਵਧਾਵਾ ਸਿੰਘ xyxy=(60,673,140,686)
list-item: 5-ਭਾਈ ਮਹਿਲ ਸਿੰਘ xyxy=(60,725,138,738)
paragraph: ਅਕਤੂਬਰ 1988 ਵਿਚ ਨਵੀਂ ਬਣੀ ਪੰਥਕ ਕਮੇਟੀ ਨੇ ਚਾਰ ਖਾੜਕੂ ਜਥੇਬੰਦੀਆਂ ਵਲੋਂ ਭਾਰਤ-ਖਾਲਿਸਤਾਨ ਜੰਗ ਦੀ ਕਮਾਨ ਸੰਭਾਲੀ ਅਤੇ ਪਹਿਲੇ ਐਲਾਨ ਵਿਚ ਸਪਸ਼ਟ ਕੀਤਾ ਕਿ ਅਕਾਲ ਤਖਤ ਸਾਹਿਬ ਦੀ ਸੇਵਾਦਾਰੀ ਖਾਲੀ ਰਖੀ ਜਾਵੇਗੀ ਅਤੇ ਪ੍ਰੋ: ਦਰਸ਼ਨ ਸਿੰਘ, ਭਾਈ ਜਸਵੀਰ ਸਿੰਘ ਰੋਡੇ ਅਤੇ ਭਾਈ ਗੁਰਬਚਨ ਸਿੰਘ ਮਾਨੋਚਾਹਲ ਇਨ੍ਹਾਂ ਚੋਂ ਕਿਸੇ ਨੂੰ ਵੀ ਅਕਾਲ ਤਖਤ ਸਾਹਿਬ ਦਾ ਜਥੇਦਾਰ ਨਹੀਂ ਸਵੀਕਾਰ ਕੀਤਾ ਜਾਵੇਗਾ। ਇਸ ਤੋਂ ਬਾਅਦ ਪੰਥਕ ਕਮੇਟੀ ਨੇ ਨੋਟੀਫੀਕੇਸ਼ਨਾਂ ਰਾਹੀਂ ਇਹ ਸਮਾਚਾਰ ਸਮੂਹ (ਪੰਜਾਬ ਕੇਸਰੀ ਹਿੰਦ ਸਮਾਚਾਰ ਤੇ ਜੱਗ ਬਾਣੀ) ਜਲੰਧਰ ਨੂੰ ਬੈਨ ਕਰਕੇ ਉਸ ਨੂੰ ਪੰਜਾਬ ਚੋਂ ਚਲੇ ਜਾਣ ਲਈ ਆਦੇਸ਼ ਦਿਤੇ। ਅਖ਼ਬਾਰ ਦੇ ਮੈਨੇਜਮੈਂਟ ਨੇ ਹਿੰਦ ਸਰਕਾਰ ਦੀ ਸ਼ਹਿ ਉਤੇ ਆਪਣਾ ਕਾਰੋਬਾਰ ਪੰਜਾਬ ਵਿਚ ਜਾਰੀ ਰਖਣ ਦੀ ਕੋਸ਼ਿਸ਼ ਕੀਤੀ ਅਤੇ ਇਸ ਲੜਾਈ ਵਿਚ ਕਈ ਗਰੀਬ ਹਾਕਰ ਅਤੇ ਏਜੰਟ ਮਾਰੇ ਗਏ। ਆਖਰ ਸਮਾਚਾਰ ਸਮੂਹ ਦੀ ਮੈਨੇਜਮੈਂਟ ਝੁੱਕਣ ਤੇ ਮਜਬੂਰ ਹੋਈ ਅਤੇ ਸਮਾਚਾਰ ਨੇ ਪੰਜਾਬ ਵਿਚ ਆਪਣਾ ਕਾਰੋਬਾਰ ਬੰਦ ਕਰ ਦਿਤਾ ਅਤੇ ਪੰਥਕ ਕਮੇਟੀ ਦੀ ਜਿੱਤ ਹੋਈ। ਖਾੜਕੂ ਜਥੇਬੰਦੀਆਂ ਨੇ ਇਹਨਾਂ ਨੂੰ ਕਾਫੀ ਸਮਾਂ ਨੋਟਿਸ ਵਜੋਂ ਦਿਤਾ ਕਿ ਸਰਕਾਰ ਦੇ ਸਮੂਹ ਦੀ ਮੈਨੇਜਮੈਂਟ ਦੀ ਜਿੱਦ ਨੇ ਇਹਨਾਂ ਗਰੀਬਾਂ ਦਾ ਜਾਨੀ ਨੁਕਸਾਨ ਕਰਵਾਇਆ। ਨਵੀਂ ਪੰਥਕ ਕਮੇਟੀ ਨੇ ਨੋਟੀਫੀਕੇਸ਼ਨ ਰਾਹੀਂ xyxy=(420,913,572,1413)
list-item: 4-ਡਾ: ਸੋਹਣ ਸਿੰਘ xyxy=(60,708,129,721)
column-divider xyxy=(412,350,413,1355)
member-list xyxy=(60,904,240,991)
member-list xyxy=(256,526,406,630)
article-headline: ਕੂੜ ਨਿਖੁਟੇ ਨਾਨਕਾ ਓੜਕ ਸਚ ਰਹੀ xyxy=(130,71,660,117)
signature-1: ਦਲਜੀਤ ਸਿੰਘ xyxy=(270,154,360,175)
paragraph: ਭਾਈ ਲਾਭ ਸਿੰਘ ਦੀ ਖਾਲਿਸਤਾਨ ਕਮਾਂਡੋ ਫੋਰਸ ਦੀ ਕਮਾਂਡ ਦੇ ਦੌਰਾਨ ਕੁਝ ਲੁੱਟਾਂ ਖੋਹਾਂ ਦੇ ਮਾਮਲੇ ਖਾੜਕੂ ਸਿੰਘਾਂ ਦੇ ਇਕਠਾਂ ਵਿਚ ਵਿਚਾਰ ਅਧੀਨ ਆਏ ਅਤੇ ਉਸਤੋਂ ਉਪਰੰਤ ਭਾਈ ਗੁਰਬਚਨ ਸਿੰਘ ਮਾਨੋਚਾਹਲ ਜੀ ਨੇ ਆਪਣੀਆਂ ਦੋਹਾਂ ਪਦਵੀਆਂ ਵਿਚੋਂ ਪੰਥਕ ਕਮੇਟੀ ਦੀ ਮੈਂਬਰੀ ਤੋਂ ਅਸਤੀਫਾ ਦੇ ਦਿਤਾ ਅਤੇ ਖਾਲਿਸਤਾਨ ਕਮਾਂਡੋ ਫੋਰਸ ਦੇ ਮੁਕਾਬਲੇ ਤੇ ਆਪਣੀ ਅਲਗ ਖਾੜਕੂ ਜਥੇਬੰਦੀ ਭਿੰਡਰਾਂਵਾਲਾ ਟਾਈਗਰਜ਼ ਫੋਰਸ ਆਫ ਖਾਲਿਸਤਾਨ xyxy=(60,1138,240,1307)
continued-on-page-note: (ਕੂੜ ਨਿਖੁਟੇ) ਬਕਾਇਆ ਸਫਾ 6 ਤੇ xyxy=(780,1336,914,1348)
signature-3: ਅਮਰ ਸਿੰਘ xyxy=(292,216,364,236)
